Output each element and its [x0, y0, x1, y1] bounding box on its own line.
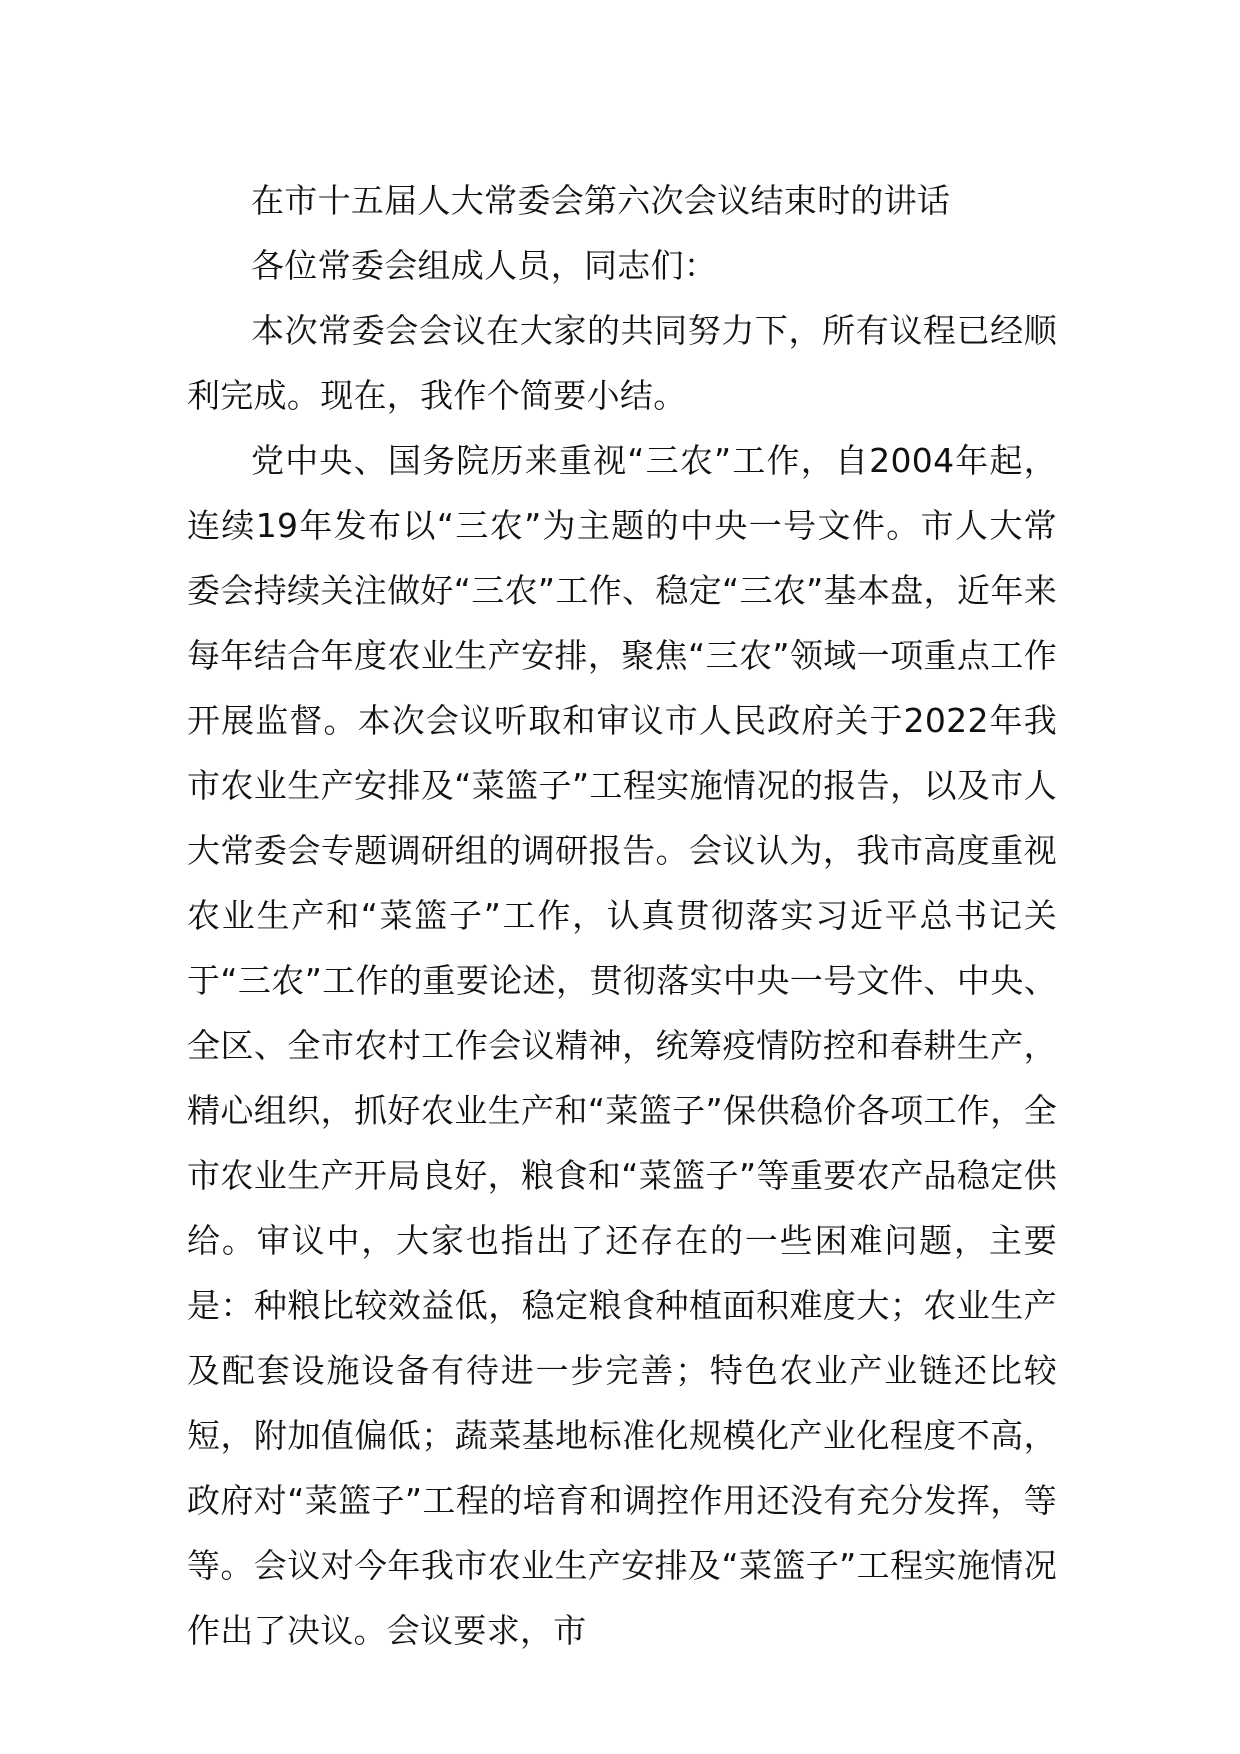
greeting-line: 各位常委会组成人员，同志们：: [251, 246, 718, 285]
paragraph-intro: 本次常委会会议在大家的共同努力下，所有议程已经顺利完成。现在，我作个简要小结。: [187, 311, 1057, 415]
speech-title: 在市十五届人大常委会第六次会议结束时的讲话: [251, 181, 951, 220]
paragraph-main: 党中央、国务院历来重视“三农”工作，自2004年起，连续19年发布以“三农”为主题的中央一号文件。市人大常委会持续关注做好“三农”工作、稳定“三农”基本盘，近年来每年结合年度农业生产安排，聚焦“三农”领域一项重点工作开展监督。本次会议听取和审议市人民政府关于2022年我市农业生产安排及“菜篮子”工程实施情况的报告，以及市人大常委会专题调研组的调研报告。会议认为，我市高度重视农业生产和“菜篮子”工作，认真贯彻落实习近平总书记关于“三农”工作的重要论述，贯彻落实中央一号文件、中央、全区、全市农村工作会议精神，统筹疫情防控和春耕生产，精心组织，抓好农业生产和“菜篮子”保供稳价各项工作，全市农业生产开局良好，粮食和“菜篮子”等重要农产品稳定供给。审议中，大家也指出了还存在的一些困难问题，主要是：种粮比较效益低，稳定粮食种植面积难度大；农业生产及配套设施设备有待进一步完善；特色农业产业链还比较短，附加值偏低；蔬菜基地标准化规模化产业化程度不高，政府对“菜篮子”工程的培育和调控作用还没有充分发挥，等等。会议对今年我市农业生产安排及“菜篮子”工程实施情况作出了决议。会议要求，市: [187, 441, 1057, 1650]
document-body: [187, 168, 1057, 1663]
